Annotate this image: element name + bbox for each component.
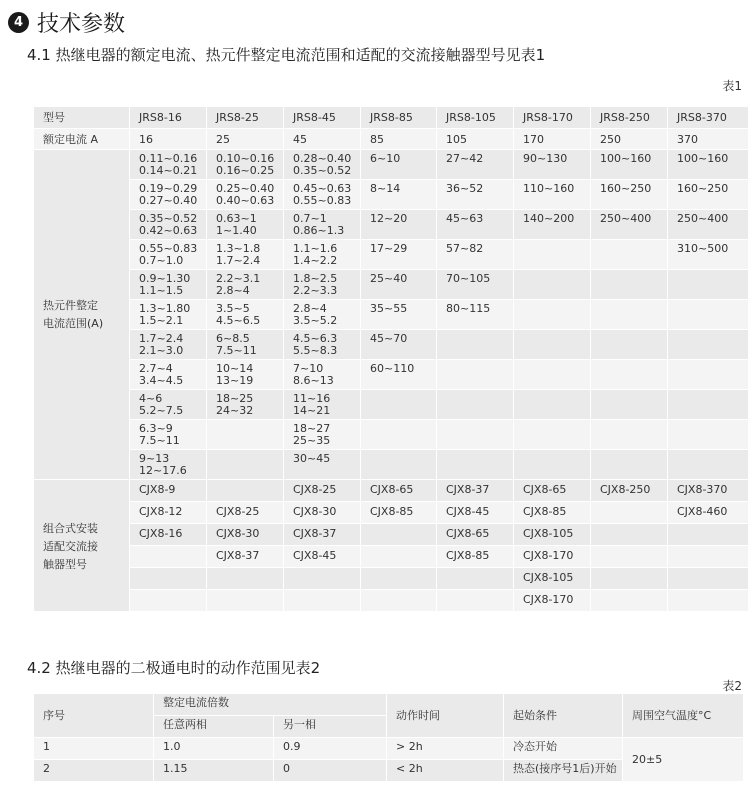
range-cell [130, 300, 207, 330]
range-line: 7.5~11 [139, 434, 180, 447]
current-cell: 250 [591, 129, 668, 150]
range-line: 0.40~0.63 [216, 194, 275, 207]
table1-range-row [34, 450, 749, 480]
table1-range-row [34, 390, 749, 420]
range-cell [284, 360, 361, 390]
range-line: 24~32 [216, 404, 254, 417]
table1 [33, 106, 749, 612]
range-line: 6~8.5 [216, 332, 250, 345]
subsection-4-2-title: 4.2 热继电器的二极通电时的动作范围见表2 [27, 659, 321, 677]
range-line: 2.1~3.0 [139, 344, 184, 357]
other-phase-cell: 0.9 [274, 738, 387, 760]
any-two-phase-cell: 1.0 [154, 738, 274, 760]
range-line: 7~10 [293, 362, 324, 375]
range-cell: 45~70 [361, 330, 437, 360]
contactor-cell [591, 568, 668, 590]
range-line: 0.7~1.0 [139, 254, 184, 267]
current-cell: 45 [284, 129, 361, 150]
any-two-phase-cell: 1.15 [154, 760, 274, 782]
table1-range-row [34, 150, 749, 180]
range-cell [668, 300, 749, 330]
range-line: 2.8~4 [293, 302, 327, 315]
current-cell: 170 [514, 129, 591, 150]
model-label-cell: 型号 [34, 107, 130, 129]
range-cell [591, 420, 668, 450]
range-cell: 250~400 [668, 210, 749, 240]
range-cell [207, 270, 284, 300]
range-cell [130, 390, 207, 420]
current-cell: 370 [668, 129, 749, 150]
range-cell [437, 330, 514, 360]
range-cell: 310~500 [668, 240, 749, 270]
current-cell: 25 [207, 129, 284, 150]
range-line: 2.2~3.1 [216, 272, 261, 285]
range-cell [514, 300, 591, 330]
table1-range-row [34, 210, 749, 240]
contactor-cell [130, 568, 207, 590]
contactor-cell: CJX8-170 [514, 590, 591, 612]
range-cell [591, 300, 668, 330]
range-cell: 57~82 [437, 240, 514, 270]
contactor-cell: CJX8-65 [437, 524, 514, 546]
table2-row [34, 738, 744, 760]
seq-header: 序号 [34, 694, 154, 738]
range-cell: 160~250 [668, 180, 749, 210]
contactor-cell: CJX8-85 [437, 546, 514, 568]
range-cell [437, 360, 514, 390]
contactor-cell [361, 546, 437, 568]
start-cell: 冷态开始 [504, 738, 623, 760]
model-cell: JRS8-85 [361, 107, 437, 129]
range-cell [207, 420, 284, 450]
current-label-cell: 额定电流 A [34, 129, 130, 150]
contactor-cell [668, 546, 749, 568]
contactor-cell: CJX8-37 [437, 480, 514, 502]
range-line: 1~1.40 [216, 224, 257, 237]
model-cell: JRS8-250 [591, 107, 668, 129]
range-cell: 80~115 [437, 300, 514, 330]
range-cell: 250~400 [591, 210, 668, 240]
range-cell [437, 390, 514, 420]
range-line: 2.7~4 [139, 362, 173, 375]
section-title: 技术参数 [37, 11, 126, 37]
range-cell [361, 420, 437, 450]
range-cell [130, 420, 207, 450]
range-cell [668, 450, 749, 480]
contactor-cell [437, 590, 514, 612]
range-cell [514, 450, 591, 480]
contactor-cell [130, 546, 207, 568]
range-cell [130, 150, 207, 180]
model-cell: JRS8-105 [437, 107, 514, 129]
table1-contactor-row [34, 480, 749, 502]
contactor-cell [437, 568, 514, 590]
other-phase-header: 另一相 [274, 716, 387, 738]
model-cell: JRS8-170 [514, 107, 591, 129]
range-cell [361, 450, 437, 480]
range-line: 12~17.6 [139, 464, 187, 477]
range-cell [514, 420, 591, 450]
range-cell [130, 270, 207, 300]
range-line: 3.5~5.2 [293, 314, 338, 327]
range-line: 1.1~1.5 [139, 284, 184, 297]
model-cell: JRS8-25 [207, 107, 284, 129]
range-cell [207, 330, 284, 360]
range-cell [130, 240, 207, 270]
time-header: 动作时间 [387, 694, 504, 738]
range-cell [514, 330, 591, 360]
section-heading [8, 6, 125, 38]
contactor-label-line: 组合式安装 [43, 521, 98, 535]
current-cell: 16 [130, 129, 207, 150]
range-cell [361, 390, 437, 420]
range-line: 4~6 [139, 392, 163, 405]
contactor-cell [591, 590, 668, 612]
range-line: 1.7~2.4 [216, 254, 261, 267]
range-line: 0.19~0.29 [139, 182, 198, 195]
current-cell: 85 [361, 129, 437, 150]
table1-model-row [34, 107, 749, 129]
range-line: 14~21 [293, 404, 331, 417]
table1-current-row [34, 129, 749, 150]
range-cell [514, 240, 591, 270]
range-cell [284, 330, 361, 360]
range-cell [207, 180, 284, 210]
contactor-cell [207, 590, 284, 612]
range-cell [591, 270, 668, 300]
contactor-cell: CJX8-25 [284, 480, 361, 502]
seq-cell: 2 [34, 760, 154, 782]
other-phase-cell: 0 [274, 760, 387, 782]
subsection-4-1-title: 4.1 热继电器的额定电流、热元件整定电流范围和适配的交流接触器型号见表1 [27, 46, 546, 64]
range-line: 5.5~8.3 [293, 344, 338, 357]
range-line: 5.2~7.5 [139, 404, 184, 417]
contactor-label-cell [34, 480, 130, 612]
range-cell [591, 360, 668, 390]
range-cell [514, 360, 591, 390]
range-cell [591, 330, 668, 360]
contactor-cell [591, 502, 668, 524]
range-cell [130, 450, 207, 480]
range-line: 0.55~0.83 [139, 242, 198, 255]
range-line: 13~19 [216, 374, 254, 387]
range-cell [591, 450, 668, 480]
range-line: 2.2~3.3 [293, 284, 338, 297]
table1-label: 表1 [722, 79, 742, 93]
table1-range-row [34, 270, 749, 300]
contactor-cell: CJX8-16 [130, 524, 207, 546]
time-cell: < 2h [387, 760, 504, 782]
range-cell [284, 420, 361, 450]
range-cell [207, 210, 284, 240]
range-line: 6.3~9 [139, 422, 173, 435]
contactor-cell: CJX8-85 [514, 502, 591, 524]
range-cell [130, 360, 207, 390]
table1-range-row [34, 300, 749, 330]
any-two-phase-header: 任意两相 [154, 716, 274, 738]
contactor-cell [668, 568, 749, 590]
table1-contactor-row [34, 590, 749, 612]
contactor-label-line: 触器型号 [43, 557, 87, 571]
table1-range-row [34, 330, 749, 360]
range-line: 0.42~0.63 [139, 224, 198, 237]
start-header: 起始条件 [504, 694, 623, 738]
range-cell: 100~160 [668, 150, 749, 180]
contactor-cell: CJX8-65 [361, 480, 437, 502]
range-line: 0.25~0.40 [216, 182, 275, 195]
range-line: 0.10~0.16 [216, 152, 275, 165]
range-line: 1.1~1.6 [293, 242, 338, 255]
contactor-cell: CJX8-45 [284, 546, 361, 568]
range-line: 0.7~1 [293, 212, 327, 225]
range-line: 0.55~0.83 [293, 194, 352, 207]
contactor-cell: CJX8-37 [284, 524, 361, 546]
range-cell [207, 390, 284, 420]
range-cell [514, 390, 591, 420]
contactor-cell: CJX8-105 [514, 568, 591, 590]
contactor-cell: CJX8-30 [284, 502, 361, 524]
range-line: 10~14 [216, 362, 254, 375]
range-cell [591, 390, 668, 420]
range-line: 0.35~0.52 [139, 212, 198, 225]
range-cell [668, 330, 749, 360]
range-cell [284, 270, 361, 300]
range-line: 0.28~0.40 [293, 152, 352, 165]
seq-cell: 1 [34, 738, 154, 760]
contactor-cell [361, 568, 437, 590]
range-cell [284, 240, 361, 270]
range-line: 0.11~0.16 [139, 152, 198, 165]
range-cell [207, 240, 284, 270]
contactor-cell: CJX8-250 [591, 480, 668, 502]
range-line: 1.3~1.8 [216, 242, 261, 255]
range-label-line: 热元件整定 [43, 299, 98, 312]
contactor-cell [668, 590, 749, 612]
range-cell: 27~42 [437, 150, 514, 180]
range-cell [130, 210, 207, 240]
contactor-label-line: 适配交流接 [43, 539, 98, 553]
range-line: 0.14~0.21 [139, 164, 198, 177]
range-cell [591, 240, 668, 270]
range-cell [207, 150, 284, 180]
range-cell [668, 270, 749, 300]
range-cell [284, 300, 361, 330]
time-cell: > 2h [387, 738, 504, 760]
contactor-cell [284, 590, 361, 612]
range-line: 7.5~11 [216, 344, 257, 357]
range-line: 0.16~0.25 [216, 164, 275, 177]
range-line: 11~16 [293, 392, 331, 405]
contactor-cell: CJX8-85 [361, 502, 437, 524]
range-cell [437, 420, 514, 450]
range-cell [207, 300, 284, 330]
range-line: 1.5~2.1 [139, 314, 184, 327]
contactor-cell [207, 480, 284, 502]
table2-label: 表2 [722, 679, 742, 693]
multiple-header: 整定电流倍数 [154, 694, 387, 716]
range-line: 0.27~0.40 [139, 194, 198, 207]
range-cell: 25~40 [361, 270, 437, 300]
range-line: 1.4~2.2 [293, 254, 338, 267]
start-cell: 热态(接序号1后)开始 [504, 760, 623, 782]
model-cell: JRS8-370 [668, 107, 749, 129]
contactor-cell [668, 524, 749, 546]
range-cell [284, 150, 361, 180]
contactor-cell: CJX8-9 [130, 480, 207, 502]
range-line: 1.7~2.4 [139, 332, 184, 345]
range-line: 0.63~1 [216, 212, 257, 225]
range-cell: 110~160 [514, 180, 591, 210]
contactor-cell: CJX8-30 [207, 524, 284, 546]
range-cell: 70~105 [437, 270, 514, 300]
table1-range-row [34, 420, 749, 450]
range-line: 0.86~1.3 [293, 224, 345, 237]
range-line: 9~13 [139, 452, 170, 465]
range-line: 4.5~6.5 [216, 314, 261, 327]
range-cell: 35~55 [361, 300, 437, 330]
contactor-cell: CJX8-460 [668, 502, 749, 524]
range-cell: 17~29 [361, 240, 437, 270]
range-cell [130, 180, 207, 210]
range-cell [668, 360, 749, 390]
range-cell [514, 270, 591, 300]
temp-header: 周围空气温度°C [623, 694, 744, 738]
range-cell: 30~45 [284, 450, 361, 480]
range-line: 25~35 [293, 434, 331, 447]
range-line: 0.35~0.52 [293, 164, 352, 177]
table1-range-row [34, 360, 749, 390]
range-cell: 6~10 [361, 150, 437, 180]
contactor-cell [361, 590, 437, 612]
range-line: 8.6~13 [293, 374, 334, 387]
range-cell: 36~52 [437, 180, 514, 210]
model-cell: JRS8-16 [130, 107, 207, 129]
range-line: 0.45~0.63 [293, 182, 352, 195]
contactor-cell [130, 590, 207, 612]
range-line: 1.3~1.80 [139, 302, 191, 315]
range-line: 3.5~5 [216, 302, 250, 315]
contactor-cell [591, 524, 668, 546]
contactor-cell: CJX8-65 [514, 480, 591, 502]
range-label-cell [34, 150, 130, 480]
contactor-cell [591, 546, 668, 568]
range-cell: 8~14 [361, 180, 437, 210]
range-line: 18~25 [216, 392, 254, 405]
contactor-cell [207, 568, 284, 590]
range-cell [284, 210, 361, 240]
range-cell [668, 390, 749, 420]
contactor-cell: CJX8-37 [207, 546, 284, 568]
temp-cell: 20±5 [623, 738, 744, 782]
range-cell [668, 420, 749, 450]
range-cell: 160~250 [591, 180, 668, 210]
table1-contactor-row [34, 524, 749, 546]
range-line: 3.4~4.5 [139, 374, 184, 387]
range-cell: 12~20 [361, 210, 437, 240]
table2 [33, 693, 744, 782]
contactor-cell [361, 524, 437, 546]
range-line: 4.5~6.3 [293, 332, 338, 345]
table1-range-row [34, 180, 749, 210]
range-cell: 45~63 [437, 210, 514, 240]
contactor-cell: CJX8-45 [437, 502, 514, 524]
range-cell: 140~200 [514, 210, 591, 240]
model-cell: JRS8-45 [284, 107, 361, 129]
table1-contactor-row [34, 546, 749, 568]
range-cell [437, 450, 514, 480]
table1-contactor-row [34, 568, 749, 590]
range-cell: 60~110 [361, 360, 437, 390]
range-line: 1.8~2.5 [293, 272, 338, 285]
range-cell: 90~130 [514, 150, 591, 180]
range-cell [207, 360, 284, 390]
range-cell: 100~160 [591, 150, 668, 180]
current-cell: 105 [437, 129, 514, 150]
contactor-cell: CJX8-370 [668, 480, 749, 502]
range-cell [284, 390, 361, 420]
range-line: 0.9~1.30 [139, 272, 191, 285]
range-line: 2.8~4 [216, 284, 250, 297]
table1-contactor-row [34, 502, 749, 524]
range-line: 18~27 [293, 422, 331, 435]
contactor-cell: CJX8-25 [207, 502, 284, 524]
contactor-cell: CJX8-170 [514, 546, 591, 568]
contactor-cell [284, 568, 361, 590]
range-cell [284, 180, 361, 210]
range-cell [130, 330, 207, 360]
range-label-line: 电流范围(A) [43, 317, 104, 330]
table1-range-row [34, 240, 749, 270]
table2-header-row-1 [34, 694, 744, 716]
range-cell [207, 450, 284, 480]
contactor-cell: CJX8-12 [130, 502, 207, 524]
section-number-badge: 4 [8, 12, 29, 33]
contactor-cell: CJX8-105 [514, 524, 591, 546]
